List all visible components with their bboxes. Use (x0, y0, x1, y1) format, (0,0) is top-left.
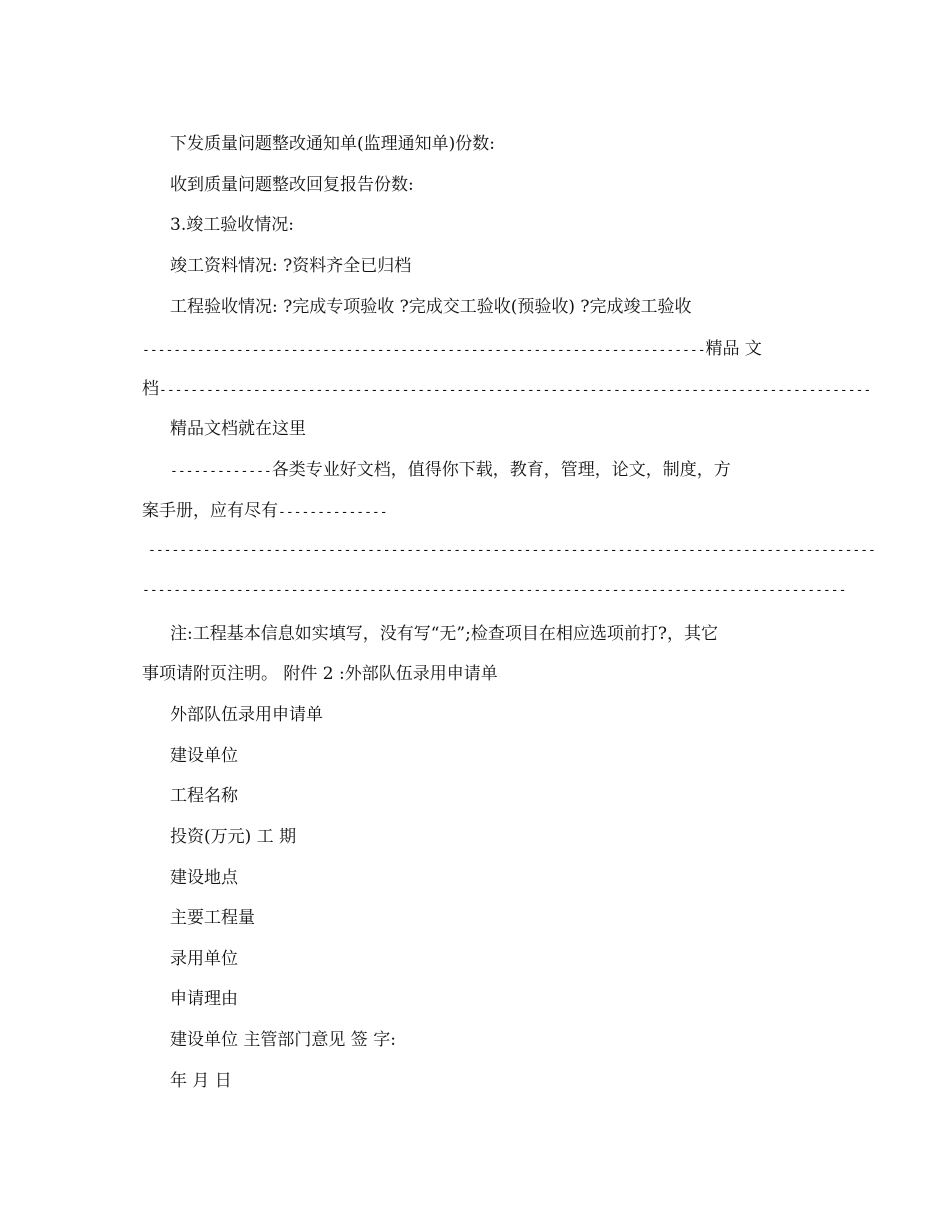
text-line: 下发质量问题整改通知单(监理通知单)份数: (170, 134, 495, 154)
form-date-label: 年 月 日 (170, 1071, 232, 1091)
promo-text: 各类专业好文档，值得你下载，教育，管理，论文，制度，方 (271, 460, 731, 480)
note-line: 注:工程基本信息如实填写，没有写“无”;检查项目在相应选项前打?，其它 (170, 624, 718, 644)
text-line: 精品文档就在这里 (170, 419, 306, 439)
form-field-label: 申请理由 (170, 989, 238, 1009)
promo-line (170, 459, 731, 483)
form-field-label: 工程名称 (170, 786, 238, 806)
form-field-label: 投资(万元) 工 期 (170, 827, 297, 847)
dash-run: ------------------------------------------------------------------------ (142, 343, 706, 358)
watermark-text: 档 (142, 379, 159, 399)
text-line: 3.竣工验收情况: (170, 215, 294, 235)
dash-line: ------------------------------------------------------------------------------------------ (142, 583, 847, 598)
dash-run: ------------------------------------------------------------------------------------------- (159, 383, 872, 398)
form-title: 外部队伍录用申请单 (170, 705, 323, 725)
text-line: 工程验收情况: ?完成专项验收 ?完成交工验收(预验收) ?完成竣工验收 (170, 297, 692, 317)
promo-line (142, 500, 388, 524)
divider-line (142, 378, 871, 402)
watermark-text: 精品 文 (705, 339, 762, 359)
promo-text: 案手册，应有尽有 (142, 501, 278, 521)
form-field-label: 建设单位 (170, 746, 238, 766)
form-field-label: 录用单位 (170, 949, 238, 969)
dash-line: --------------------------------------------------------------------------------------------- (148, 543, 876, 558)
divider-line (142, 338, 762, 362)
form-field-label: 主要工程量 (170, 908, 255, 928)
text-line: 竣工资料情况: ?资料齐全已归档 (170, 256, 412, 276)
form-field-label: 建设地点 (170, 868, 238, 888)
dash-run: ------------- (170, 464, 272, 479)
dash-run: -------------- (278, 505, 388, 520)
note-line: 事项请附页注明。 附件 2 :外部队伍录用申请单 (142, 664, 498, 684)
form-field-label: 建设单位 主管部门意见 签 字: (170, 1030, 396, 1050)
text-line: 收到质量问题整改回复报告份数: (170, 175, 414, 195)
